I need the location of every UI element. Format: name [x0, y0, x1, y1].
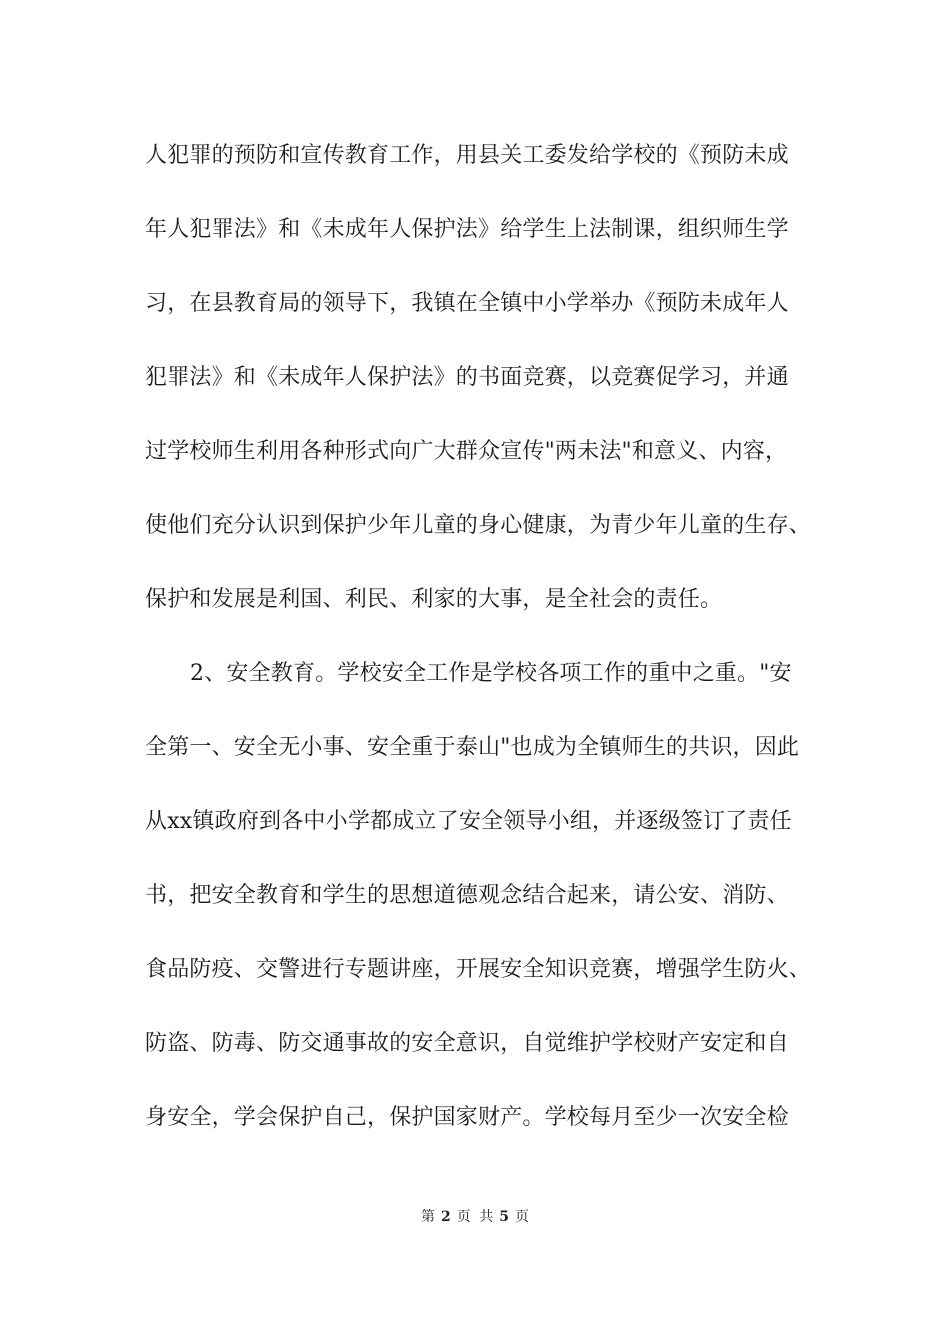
- footer-ye: 页: [456, 1209, 471, 1225]
- body-line-4: 犯罪法》和《未成年人保护法》的书面竞赛，以竞赛促学习，并通: [145, 365, 789, 390]
- footer-total-pages: 5: [499, 1209, 509, 1225]
- footer-gong: 共: [479, 1209, 494, 1225]
- body-line-12: 食品防疫、交警进行专题讲座，开展安全知识竞赛，增强学生防火、: [145, 957, 812, 982]
- body-line-2: 年人犯罪法》和《未成年人保护法》给学生上法制课，组织师生学: [145, 217, 789, 242]
- footer-di: 第: [421, 1209, 436, 1225]
- body-line-7: 保护和发展是利国、利民、利家的大事，是全社会的责任。: [145, 587, 723, 612]
- body-line-14: 身安全，学会保护自己，保护国家财产。学校每月至少一次安全检: [145, 1105, 789, 1130]
- body-line-9: 全第一、安全无小事、安全重于泰山"也成为全镇师生的共识，因此: [145, 735, 800, 760]
- body-line-13: 防盗、防毒、防交通事故的安全意识，自觉维护学校财产安定和自: [145, 1031, 789, 1056]
- paragraph-2-line-1: 2、安全教育。学校安全工作是学校各项工作的重中之重。"安: [190, 661, 792, 686]
- body-line-3: 习，在县教育局的领导下，我镇在全镇中小学举办《预防未成年人: [145, 291, 789, 316]
- body-line-10: 从xx镇政府到各中小学都成立了安全领导小组，并逐级签订了责任: [145, 809, 792, 834]
- footer-ye-total: 页: [514, 1209, 529, 1225]
- footer-current-page: 2: [441, 1209, 451, 1225]
- page-footer: [0, 1207, 950, 1227]
- body-line-6: 使他们充分认识到保护少年儿童的身心健康，为青少年儿童的生存、: [145, 513, 812, 538]
- body-line-11: 书，把安全教育和学生的思想道德观念结合起来，请公安、消防、: [145, 883, 789, 908]
- body-line-1: 人犯罪的预防和宣传教育工作，用县关工委发给学校的《预防未成: [145, 143, 789, 168]
- body-line-5: 过学校师生利用各种形式向广大群众宣传"两未法"和意义、内容，: [145, 439, 788, 464]
